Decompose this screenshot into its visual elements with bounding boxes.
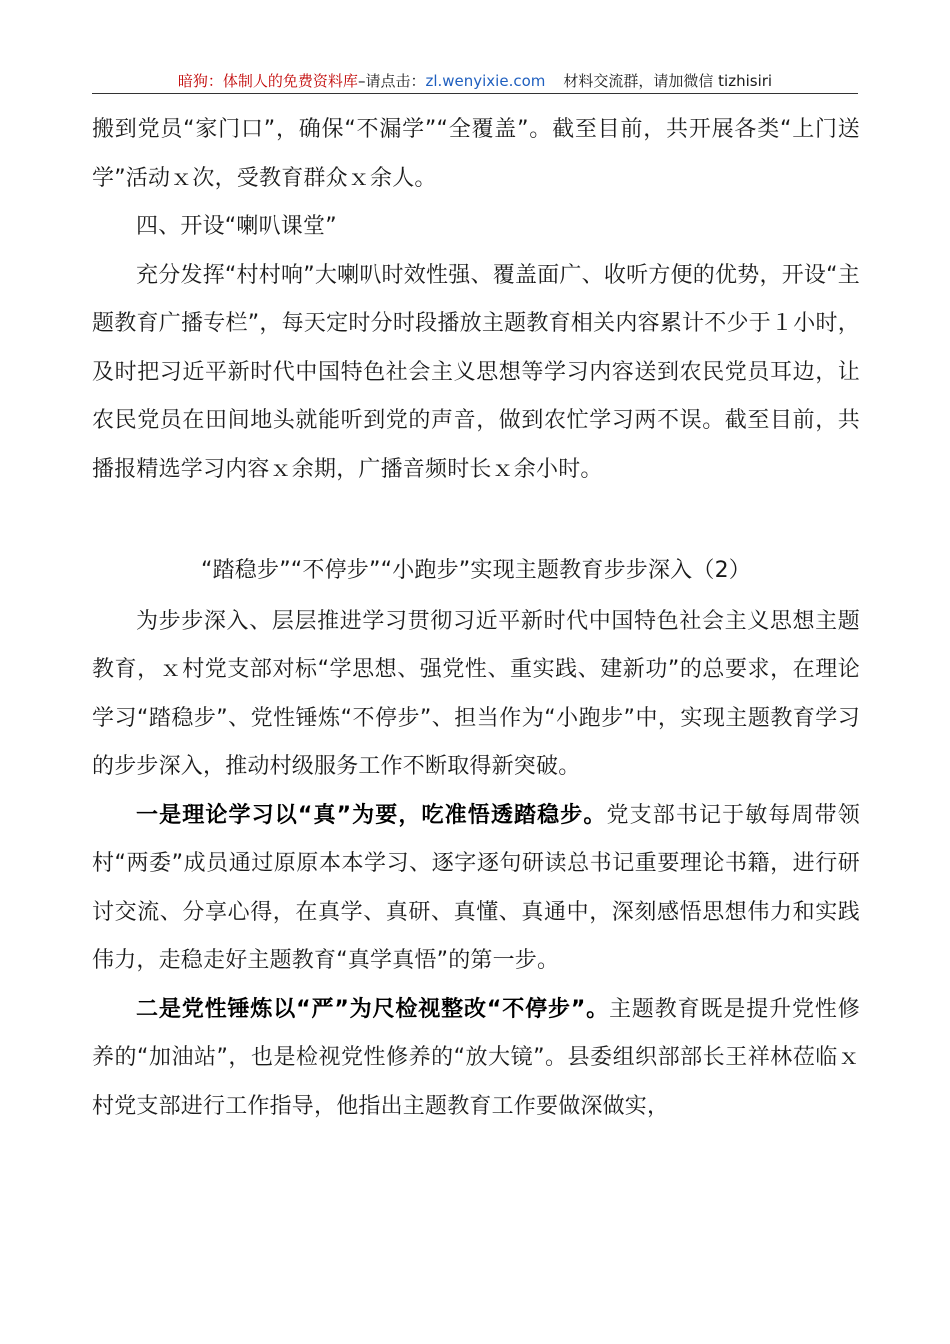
paragraph-intro: 为步步深入、层层推进学习贯彻习近平新时代中国特色社会主义思想主题教育，ｘ村党支部对标“学思想、强党性、重实践、建新功”的总要求，在理论学习“踏稳步”、党性锤炼“不停步”、担当作为“小跑步”中，实现主题教育学习的步步深入，推动村级服务工作不断取得新突破。	[92, 608, 860, 779]
paragraph-lead-bold: 二是党性锤炼以“严”为尺检视整改“不停步”。	[136, 996, 610, 1022]
paragraph-continuation: 搬到党员“家门口”，确保“不漏学”“全覆盖”。截至目前，共开展各类“上门送学”活动ｘ次，受教育群众ｘ余人。	[92, 117, 860, 191]
paragraph-loudspeaker: 充分发挥“村村响”大喇叭时效性强、覆盖面广、收听方便的优势，开设“主题教育广播专栏”，每天定时分时段播放主题教育相关内容累计不少于１小时，及时把习近平新时代中国特色社会主义思想等学习内容送到农民党员耳边，让农民党员在田间地头就能听到党的声音，做到农忙学习两不误。截至目前，共播报精选学习内容ｘ余期，广播音频时长ｘ余小时。	[92, 262, 860, 482]
header-separator: –请点击：	[357, 72, 426, 90]
paragraph-party-spirit	[92, 986, 860, 1132]
document-body	[92, 106, 860, 1131]
page-header	[92, 70, 858, 92]
paragraph-body: 党支部书记于敏每周带领村“两委”成员通过原原本本学习、逐字逐句研读总书记重要理论书籍，进行研讨交流、分享心得，在真学、真研、真懂、真通中，深刻感悟思想伟力和实践伟力，走稳走好主题教育“真学真悟”的第一步。	[92, 802, 860, 973]
header-url-link[interactable]: zl.wenyixie.com	[425, 72, 546, 90]
header-divider	[92, 93, 858, 94]
paragraph-lead-bold: 一是理论学习以“真”为要，吃准悟透踏稳步。	[136, 802, 607, 828]
section-heading: 四、开设“喇叭课堂”	[136, 214, 337, 239]
paragraph-body: 主题教育既是提升党性修养的“加油站”，也是检视党性修养的“放大镜”。县委组织部部长王祥林莅临ｘ村党支部进行工作指导，他指出主题教育工作要做深做实，	[92, 996, 860, 1119]
header-brand: 暗狗：体制人的免费资料库	[177, 72, 358, 90]
paragraph-theory-study	[92, 792, 860, 986]
article-title: “踏稳步”“不停步”“小跑步”实现主题教育步步深入（2）	[201, 558, 751, 583]
header-group-note: 材料交流群，请加微信 tizhisiri	[563, 72, 773, 90]
